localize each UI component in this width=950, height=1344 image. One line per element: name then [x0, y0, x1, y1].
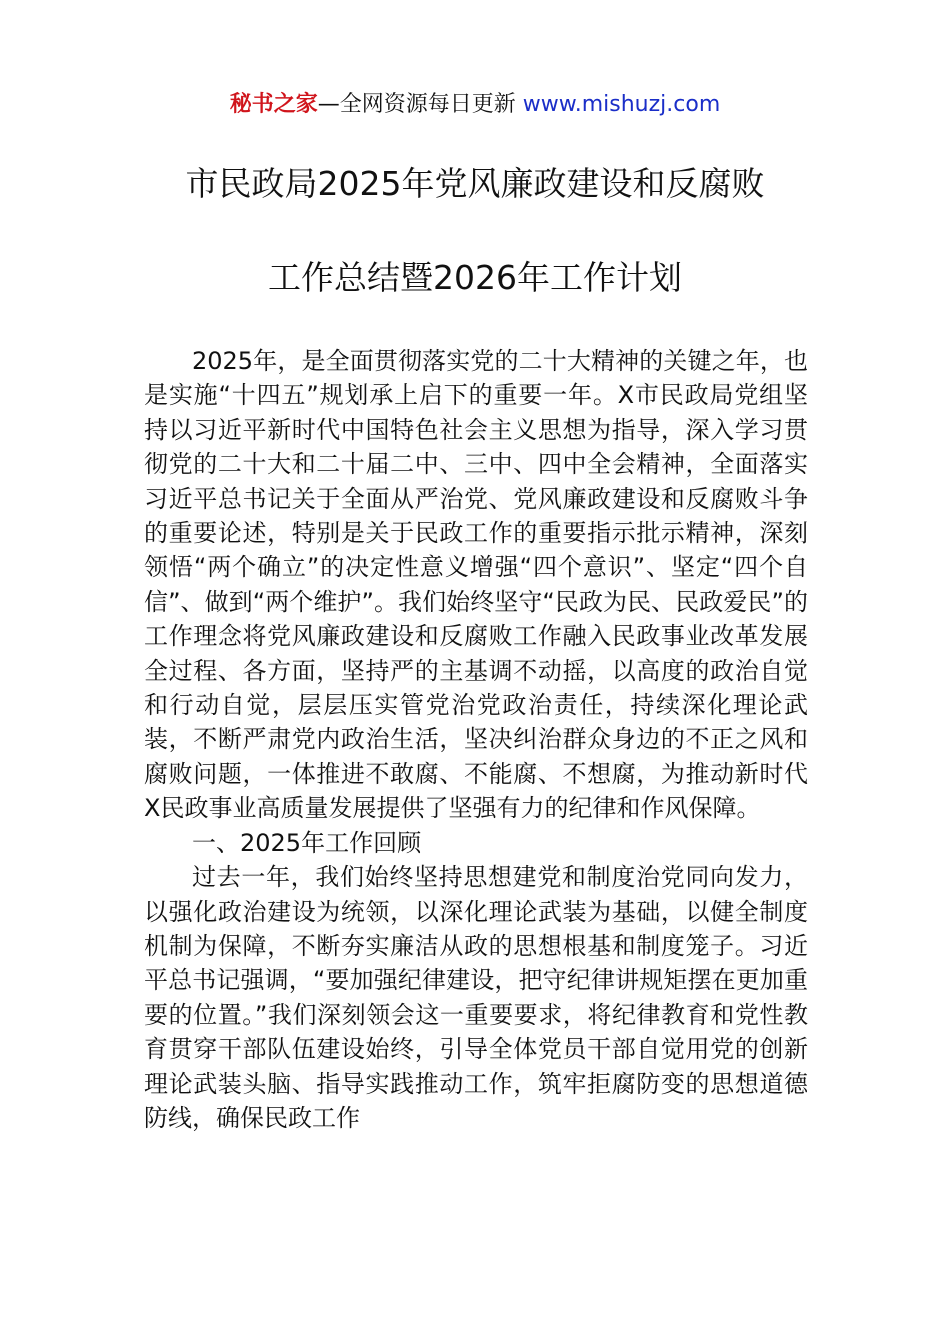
document-body — [144, 344, 808, 1135]
site-header — [0, 88, 950, 122]
section-heading: 一、2025年工作回顾 — [192, 828, 422, 857]
document-title-line-2: 工作总结暨2026年工作计划 — [268, 258, 682, 297]
site-slogan: —全网资源每日更新 — [317, 92, 523, 117]
site-brand: 秘书之家 — [229, 92, 318, 117]
document-title-line-1: 市民政局2025年党风廉政建设和反腐败 — [185, 164, 765, 203]
intro-paragraph: 2025年，是全面贯彻落实党的二十大精神的关键之年，也是实施“十四五”规划承上启下的重要一年。X市民政局党组坚持以习近平新时代中国特色社会主义思想为指导，深入学习贯彻党的二十大和二十届二中、三中、四中全会精神，全面落实习近平总书记关于全面从严治党、党风廉政建设和反腐败斗争的重要论述，特别是关于民政工作的重要指示批示精神，深刻领悟“两个确立”的决定性意义增强“四个意识”、坚定“四个自信”、做到“两个维护”。我们始终坚守“民政为民、民政爱民”的工作理念将党风廉政建设和反腐败工作融入民政事业改革发展全过程、各方面，坚持严的主基调不动摇，以高度的政治自觉和行动自觉，层层压实管党治党政治责任，持续深化理论武装，不断严肃党内政治生活，坚决纠治群众身边的不正之风和腐败问题，一体推进不敢腐、不能腐、不想腐，为推动新时代X民政事业高质量发展提供了坚强有力的纪律和作风保障。 — [144, 347, 808, 823]
review-paragraph: 过去一年，我们始终坚持思想建党和制度治党同向发力，以强化政治建设为统领，以深化理论武装为基础，以健全制度机制为保障，不断夯实廉洁从政的思想根基和制度笼子。习近平总书记强调，“要加强纪律建设，把守纪律讲规矩摆在更加重要的位置。”我们深刻领会这一重要要求，将纪律教育和党性教育贯穿干部队伍建设始终，引导全体党员干部自觉用党的创新理论武装头脑、指导实践推动工作，筑牢拒腐防变的思想道德防线，确保民政工作 — [144, 863, 808, 1132]
site-url-link[interactable]: www.mishuzj.com — [522, 92, 721, 117]
